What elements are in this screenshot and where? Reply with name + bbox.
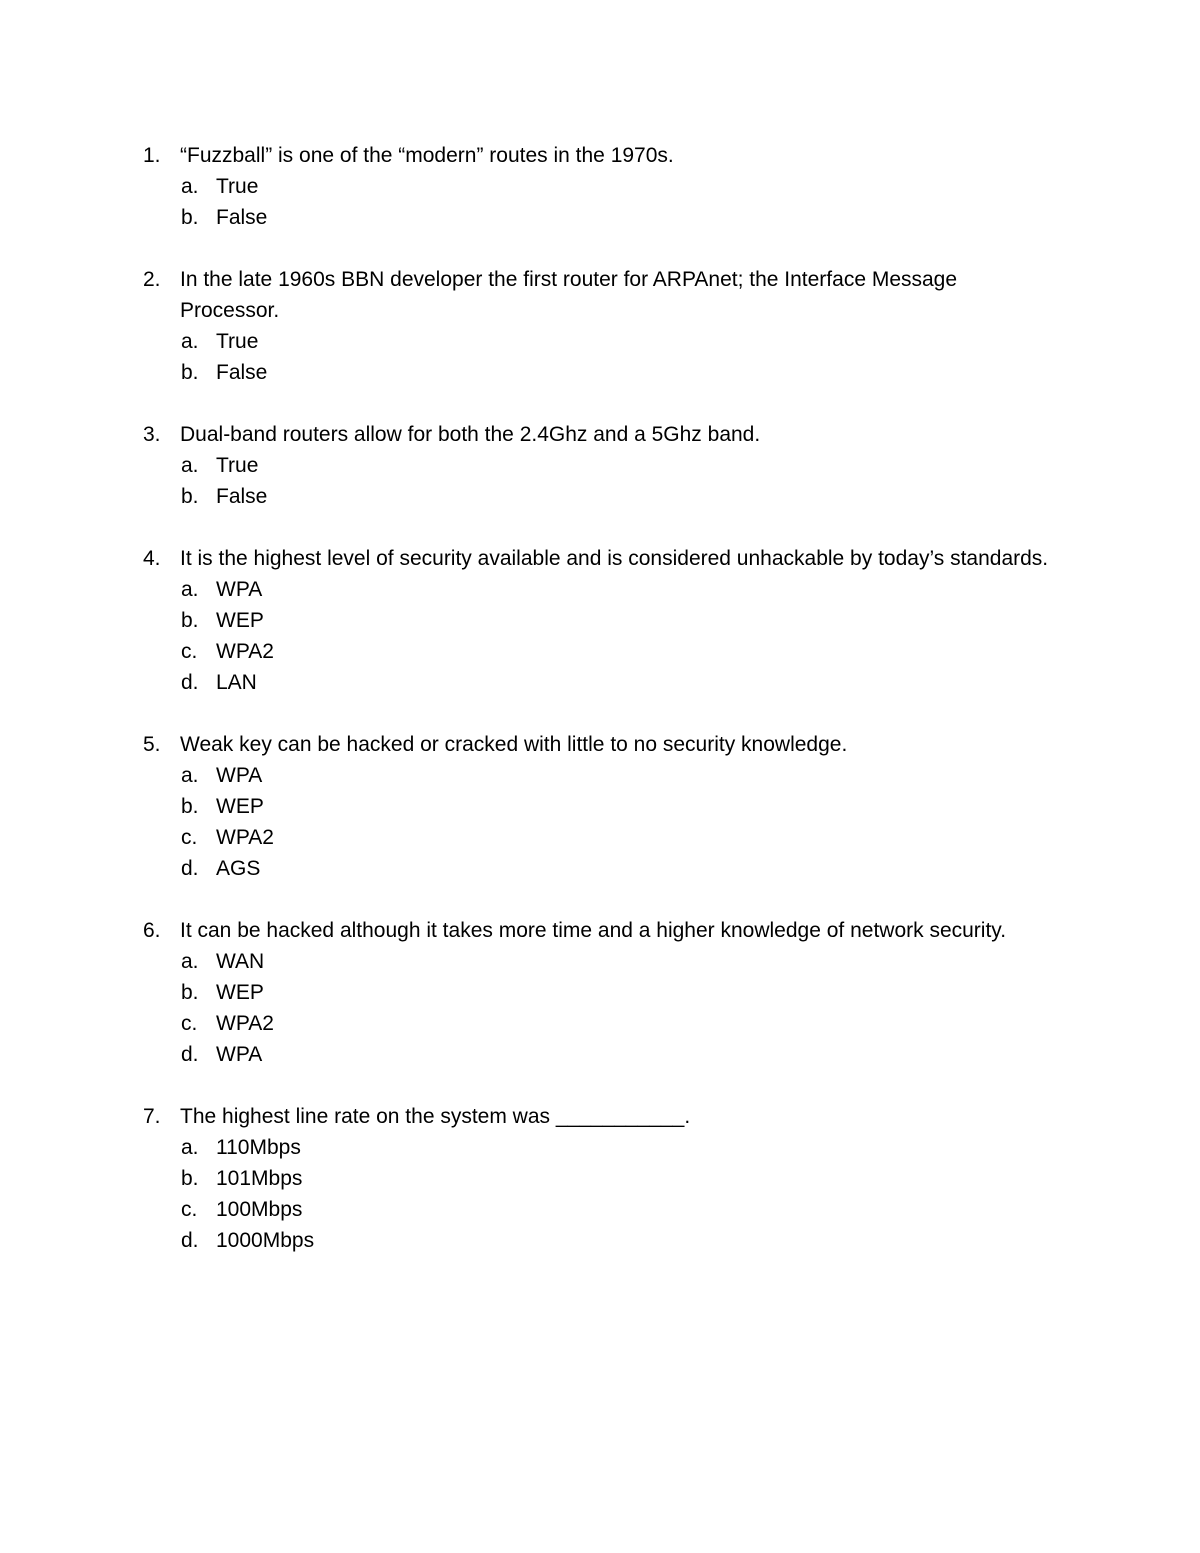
option-letter: c. — [181, 1012, 198, 1035]
answer-option — [0, 946, 1200, 977]
answer-option — [0, 636, 1200, 667]
option-text: WEP — [216, 609, 264, 632]
question-row — [0, 915, 1060, 946]
option-letter: b. — [181, 1167, 199, 1190]
option-text: WAN — [216, 950, 265, 973]
answer-option — [0, 202, 1200, 233]
quiz-question-list — [0, 140, 1200, 1287]
option-text: 100Mbps — [216, 1198, 303, 1221]
option-letter: b. — [181, 361, 199, 384]
question-row — [0, 264, 1060, 326]
option-text: LAN — [216, 671, 257, 694]
option-letter: a. — [181, 578, 199, 601]
question-number: 3. — [143, 423, 161, 446]
answer-option — [0, 605, 1200, 636]
option-letter: d. — [181, 1043, 199, 1066]
question-text: Dual-band routers allow for both the 2.4Ghz and a 5Ghz band. — [180, 423, 761, 446]
option-letter: b. — [181, 795, 199, 818]
option-letter: d. — [181, 1229, 199, 1252]
answer-option — [0, 357, 1200, 388]
question-6 — [0, 915, 1200, 1070]
answer-option — [0, 791, 1200, 822]
option-letter: d. — [181, 857, 199, 880]
answer-option — [0, 481, 1200, 512]
answer-option — [0, 1008, 1200, 1039]
question-number: 4. — [143, 547, 161, 570]
option-letter: b. — [181, 609, 199, 632]
question-row — [0, 419, 1060, 450]
question-text: In the late 1960s BBN developer the first router for ARPAnet; the Interface Message Processor. — [180, 268, 958, 322]
answer-option — [0, 1225, 1200, 1256]
answer-option — [0, 171, 1200, 202]
option-letter: c. — [181, 826, 198, 849]
option-text: True — [216, 454, 259, 477]
option-text: WPA — [216, 578, 263, 601]
question-7 — [0, 1101, 1200, 1256]
option-text: 1000Mbps — [216, 1229, 315, 1252]
question-4 — [0, 543, 1200, 698]
answer-option — [0, 450, 1200, 481]
answer-option — [0, 1039, 1200, 1070]
option-text: WEP — [216, 795, 264, 818]
option-text: False — [216, 485, 268, 508]
option-letter: c. — [181, 640, 198, 663]
option-text: AGS — [216, 857, 261, 880]
question-1 — [0, 140, 1200, 233]
option-letter: a. — [181, 764, 199, 787]
answer-option — [0, 1132, 1200, 1163]
option-text: False — [216, 361, 268, 384]
option-text: True — [216, 330, 259, 353]
answer-option — [0, 1163, 1200, 1194]
question-5 — [0, 729, 1200, 884]
answer-option — [0, 326, 1200, 357]
option-text: WPA2 — [216, 826, 274, 849]
option-text: WPA — [216, 1043, 263, 1066]
question-number: 2. — [143, 268, 161, 291]
question-text: It can be hacked although it takes more time and a higher knowledge of network security. — [180, 919, 1007, 942]
option-text: WPA2 — [216, 640, 274, 663]
question-number: 5. — [143, 733, 161, 756]
option-text: WPA2 — [216, 1012, 274, 1035]
question-row — [0, 543, 1060, 574]
question-number: 1. — [143, 144, 161, 167]
option-letter: b. — [181, 485, 199, 508]
question-number: 7. — [143, 1105, 161, 1128]
answer-option — [0, 977, 1200, 1008]
question-text: “Fuzzball” is one of the “modern” routes in the 1970s. — [180, 144, 674, 167]
option-text: 110Mbps — [216, 1136, 301, 1159]
question-2 — [0, 264, 1200, 388]
answer-option — [0, 760, 1200, 791]
answer-option — [0, 574, 1200, 605]
option-letter: a. — [181, 454, 199, 477]
answer-option — [0, 853, 1200, 884]
option-letter: a. — [181, 1136, 199, 1159]
option-letter: a. — [181, 175, 199, 198]
option-letter: d. — [181, 671, 199, 694]
question-text: It is the highest level of security available and is considered unhackable by today’s standards. — [180, 547, 1049, 570]
answer-option — [0, 1194, 1200, 1225]
question-row — [0, 1101, 1060, 1132]
question-text: Weak key can be hacked or cracked with little to no security knowledge. — [180, 733, 848, 756]
option-text: WPA — [216, 764, 263, 787]
option-letter: a. — [181, 950, 199, 973]
question-row — [0, 729, 1060, 760]
option-text: WEP — [216, 981, 264, 1004]
question-text: The highest line rate on the system was ___________. — [180, 1105, 691, 1128]
answer-option — [0, 667, 1200, 698]
answer-option — [0, 822, 1200, 853]
question-row — [0, 140, 1060, 171]
option-text: 101Mbps — [216, 1167, 303, 1190]
option-letter: c. — [181, 1198, 198, 1221]
option-letter: b. — [181, 206, 199, 229]
question-number: 6. — [143, 919, 161, 942]
option-letter: a. — [181, 330, 199, 353]
option-text: True — [216, 175, 259, 198]
question-3 — [0, 419, 1200, 512]
option-text: False — [216, 206, 268, 229]
option-letter: b. — [181, 981, 199, 1004]
